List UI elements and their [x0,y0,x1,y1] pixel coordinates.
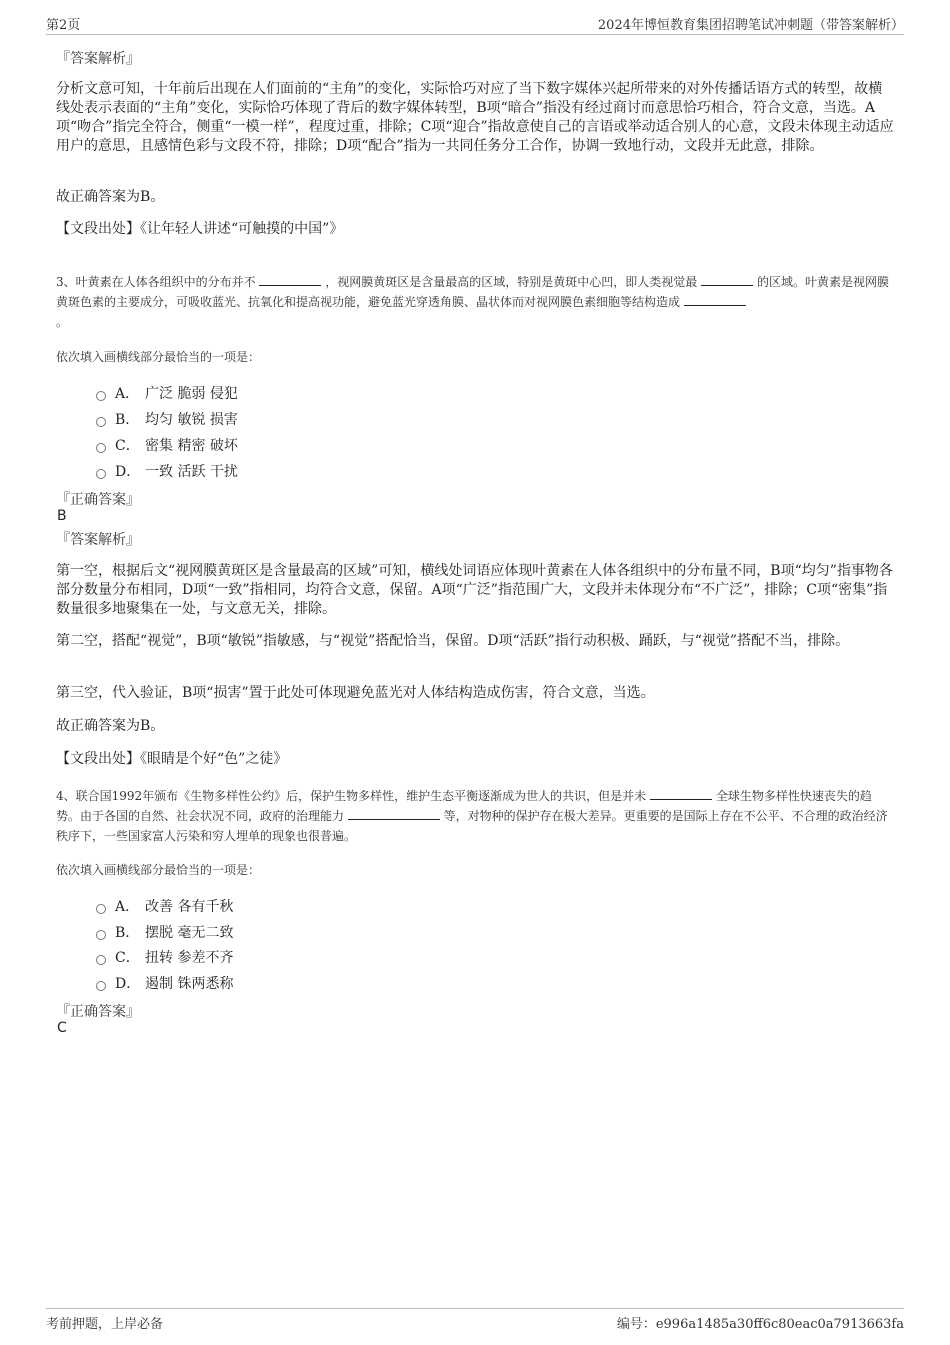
q4-blank-2 [348,807,440,820]
q3-prompt: 依次填入画横线部分最恰当的一项是： [56,350,261,364]
footer-slogan: 考前押题，上岸必备 [46,1317,164,1332]
q4-answer-label: 『正确答案』 [56,1004,140,1020]
q4-stem-part-1: 4、联合国1992年颁布《生物多样性公约》后，保护生物多样性，维护生态平衡逐渐成为世人的共识，但是并未 [56,789,647,803]
q4-answer: C [57,1020,67,1036]
q2-conclusion: 故正确答案为B。 [56,189,165,205]
radio-icon[interactable] [96,469,106,479]
q3-conclusion: 故正确答案为B。 [56,718,165,734]
document-title: 2024年博恒教育集团招聘笔试冲刺题（带答案解析） [597,18,904,33]
radio-icon[interactable] [96,930,106,940]
q4-blank-1 [650,787,712,800]
q2-source: 【文段出处】《让年轻人讲述“可触摸的中国”》 [56,221,344,237]
q2-analysis-text: 分析文意可知，十年前后出现在人们面前的“主角”的变化，实际恰巧对应了当下数字媒体兴起所带来的对外传播话语方式的转型，故横线处表示表面的“主角”变化，实际恰巧体现了背后的数字媒体转型，B项“暗合”指没有经过商讨而意思恰巧相合，符合文意，当选。A项“吻合”指完全符合，侧重“一模一样”，程度过重，排除；C项“迎合”指故意使自己的言语或举动适合别人的心意，文段未体现主动适应用户的意思，且感情色彩与文段不符，排除；D项“配合”指为一共同任务分工合作，协调一致地行动，文段并无此意，排除。 [56,81,894,154]
q3-answer: B [57,508,67,524]
q2-analysis-label: 『答案解析』 [56,51,140,67]
q3-stem-part-1: 3、叶黄素在人体各组织中的分布并不 [56,275,256,289]
radio-icon[interactable] [96,904,106,914]
q4-option-c[interactable]: C． 扭转 参差不齐 [96,947,233,967]
page-number: 第2页 [46,18,81,33]
radio-icon[interactable] [96,391,106,401]
q3-analysis-2: 第二空，搭配“视觉”，B项“敏锐”指敏感，与“视觉”搭配恰当，保留。D项“活跃”指行动积极、踊跃，与“视觉”搭配不当，排除。 [56,633,850,649]
q3-option-a[interactable]: A． 广泛 脆弱 侵犯 [96,383,238,403]
q3-blank-1 [259,273,321,286]
radio-icon[interactable] [96,443,106,453]
radio-icon[interactable] [96,981,106,991]
q4-option-a[interactable]: A． 改善 各有千秋 [96,896,233,916]
radio-icon[interactable] [96,417,106,427]
q4-stem [56,786,894,846]
q3-stem-part-4: 。 [56,315,69,329]
page-footer [46,1308,904,1332]
q3-option-d[interactable]: D． 一致 活跃 干扰 [96,461,238,481]
q4-stem-part-2: 全球生物多样性快速丧失的趋势。由于各国的自然、社会状况不同，政府的治理能力 [56,789,872,823]
document-id: 编号：e996a1485a30ff6c80eac0a7913663fa [616,1317,904,1332]
q3-analysis-label: 『答案解析』 [56,532,140,548]
q3-stem-part-3: 的区域。叶黄素是视网膜黄斑色素的主要成分，可吸收蓝光、抗氧化和提高视功能，避免蓝光穿透角膜、晶状体而对视网膜色素细胞等结构造成 [56,275,889,309]
q4-option-d[interactable]: D． 遏制 铢两悉称 [96,973,233,993]
q3-answer-label: 『正确答案』 [56,492,140,508]
q4-stem-part-3: 等，对物种的保护存在极大差异。更重要的是国际上存在不公平、不合理的政治经济秩序下，一些国家富人污染和穷人埋单的现象也很普遍。 [56,809,888,843]
q3-blank-3 [684,293,746,306]
q3-option-c[interactable]: C． 密集 精密 破坏 [96,435,238,455]
q3-stem-part-2: ，视网膜黄斑区是含量最高的区域，特别是黄斑中心凹，即人类视觉最 [325,275,698,289]
q3-stem [56,272,894,332]
q3-option-b[interactable]: B． 均匀 敏锐 损害 [96,409,238,429]
q3-analysis-1: 第一空，根据后文“视网膜黄斑区是含量最高的区域”可知，横线处词语应体现叶黄素在人体各组织中的分布量不同，B项“均匀”指事物各部分数量分布相同，D项“一致”指相同，均符合文意，保留。A项“广泛”指范围广大，文段并未体现分布“不广泛”，排除；C项“密集”指数量很多地聚集在一处，与文意无关，排除。 [56,563,893,617]
q4-option-b[interactable]: B． 摆脱 毫无二致 [96,922,233,942]
q3-blank-2 [701,273,753,286]
page-header [46,14,904,35]
radio-icon[interactable] [96,955,106,965]
q3-source: 【文段出处】《眼睛是个好“色”之徒》 [56,751,288,767]
q4-prompt: 依次填入画横线部分最恰当的一项是： [56,863,261,877]
q3-analysis-3: 第三空，代入验证，B项“损害”置于此处可体现避免蓝光对人体结构造成伤害，符合文意，当选。 [56,685,655,701]
